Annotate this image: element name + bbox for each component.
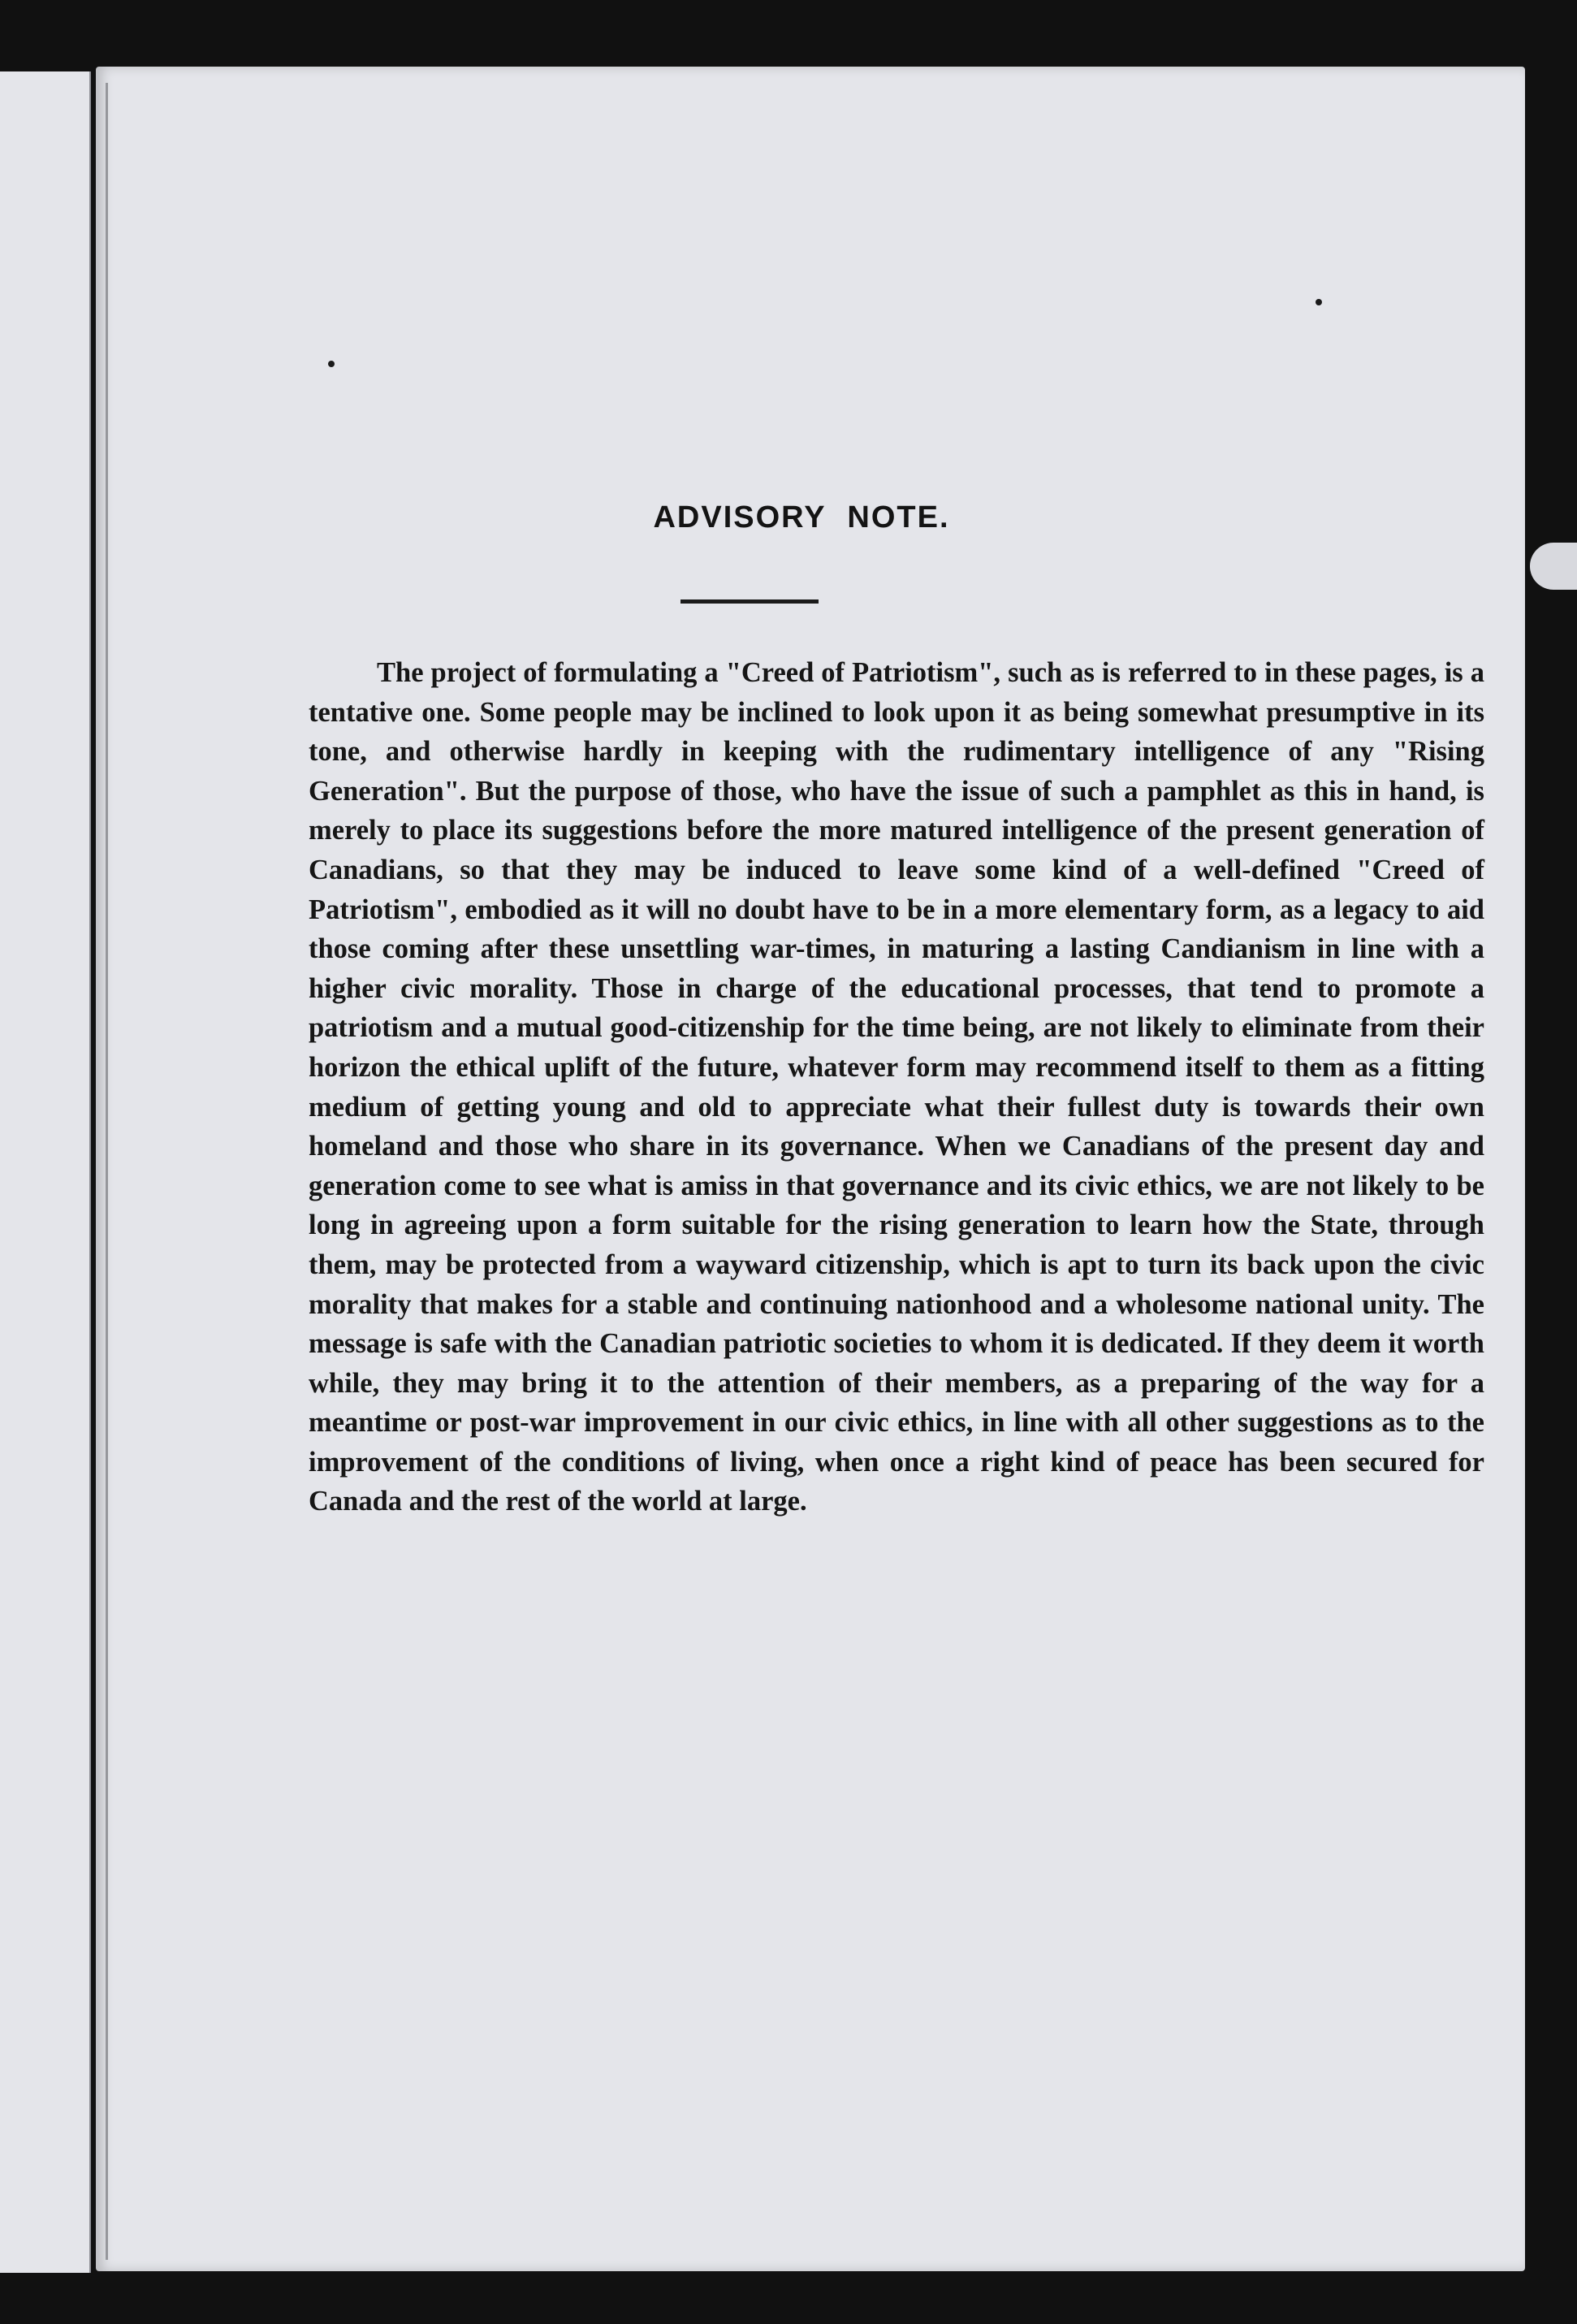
adjacent-page-edge bbox=[0, 71, 91, 2273]
ink-speck bbox=[1316, 299, 1322, 305]
document-page bbox=[96, 67, 1525, 2271]
scan-edge-mark bbox=[1530, 543, 1577, 590]
title-divider-rule bbox=[680, 599, 819, 604]
page-gutter-shadow bbox=[106, 83, 108, 2260]
advisory-note-paragraph: The project of formulating a "Creed of Patriotism", such as is referred to in these pages, is a tentative one. Some people may be inclined to look upon it as being somewhat presumptive in its tone, and otherwise hardly in keeping with the rudimentary intelligence of any "Rising Generation". But the purpose of those, who have the issue of such a pamphlet as this in hand, is merely to place its suggestions before the more matured intelligence of the present generation of Canadians, so that they may be induced to leave some kind of a well-defined "Creed of Patriotism", embodied as it will no doubt have to be in a more elementary form, as a legacy to aid those coming after these unsettling war-times, in maturing a lasting Candianism in line with a higher civic morality. Those in charge of the educational processes, that tend to promote a patriotism and a mutual good-citizenship for the time being, are not likely to eliminate from their horizon the ethical uplift of the future, whatever form may recommend itself to them as a fitting medium of getting young and old to appreciate what their fullest duty is towards their own homeland and those who share in its governance. When we Canadians of the present day and generation come to see what is amiss in that governance and its civic ethics, we are not likely to be long in agreeing upon a form suitable for the rising generation to learn how the State, through them, may be protected from a wayward citizenship, which is apt to turn its back upon the civic morality that makes for a stable and continuing nationhood and a wholesome national unity. The message is safe with the Canadian patriotic societies to whom it is dedicated. If they deem it worth while, they may bring it to the attention of their members, as a preparing of the way for a meantime or post-war improvement in our civic ethics, in line with all other suggestions as to the improvement of the conditions of living, when once a right kind of peace has been secured for Canada and the rest of the world at large. bbox=[309, 657, 1484, 1517]
ink-speck bbox=[328, 361, 335, 367]
page-title: ADVISORY NOTE. bbox=[653, 500, 950, 534]
